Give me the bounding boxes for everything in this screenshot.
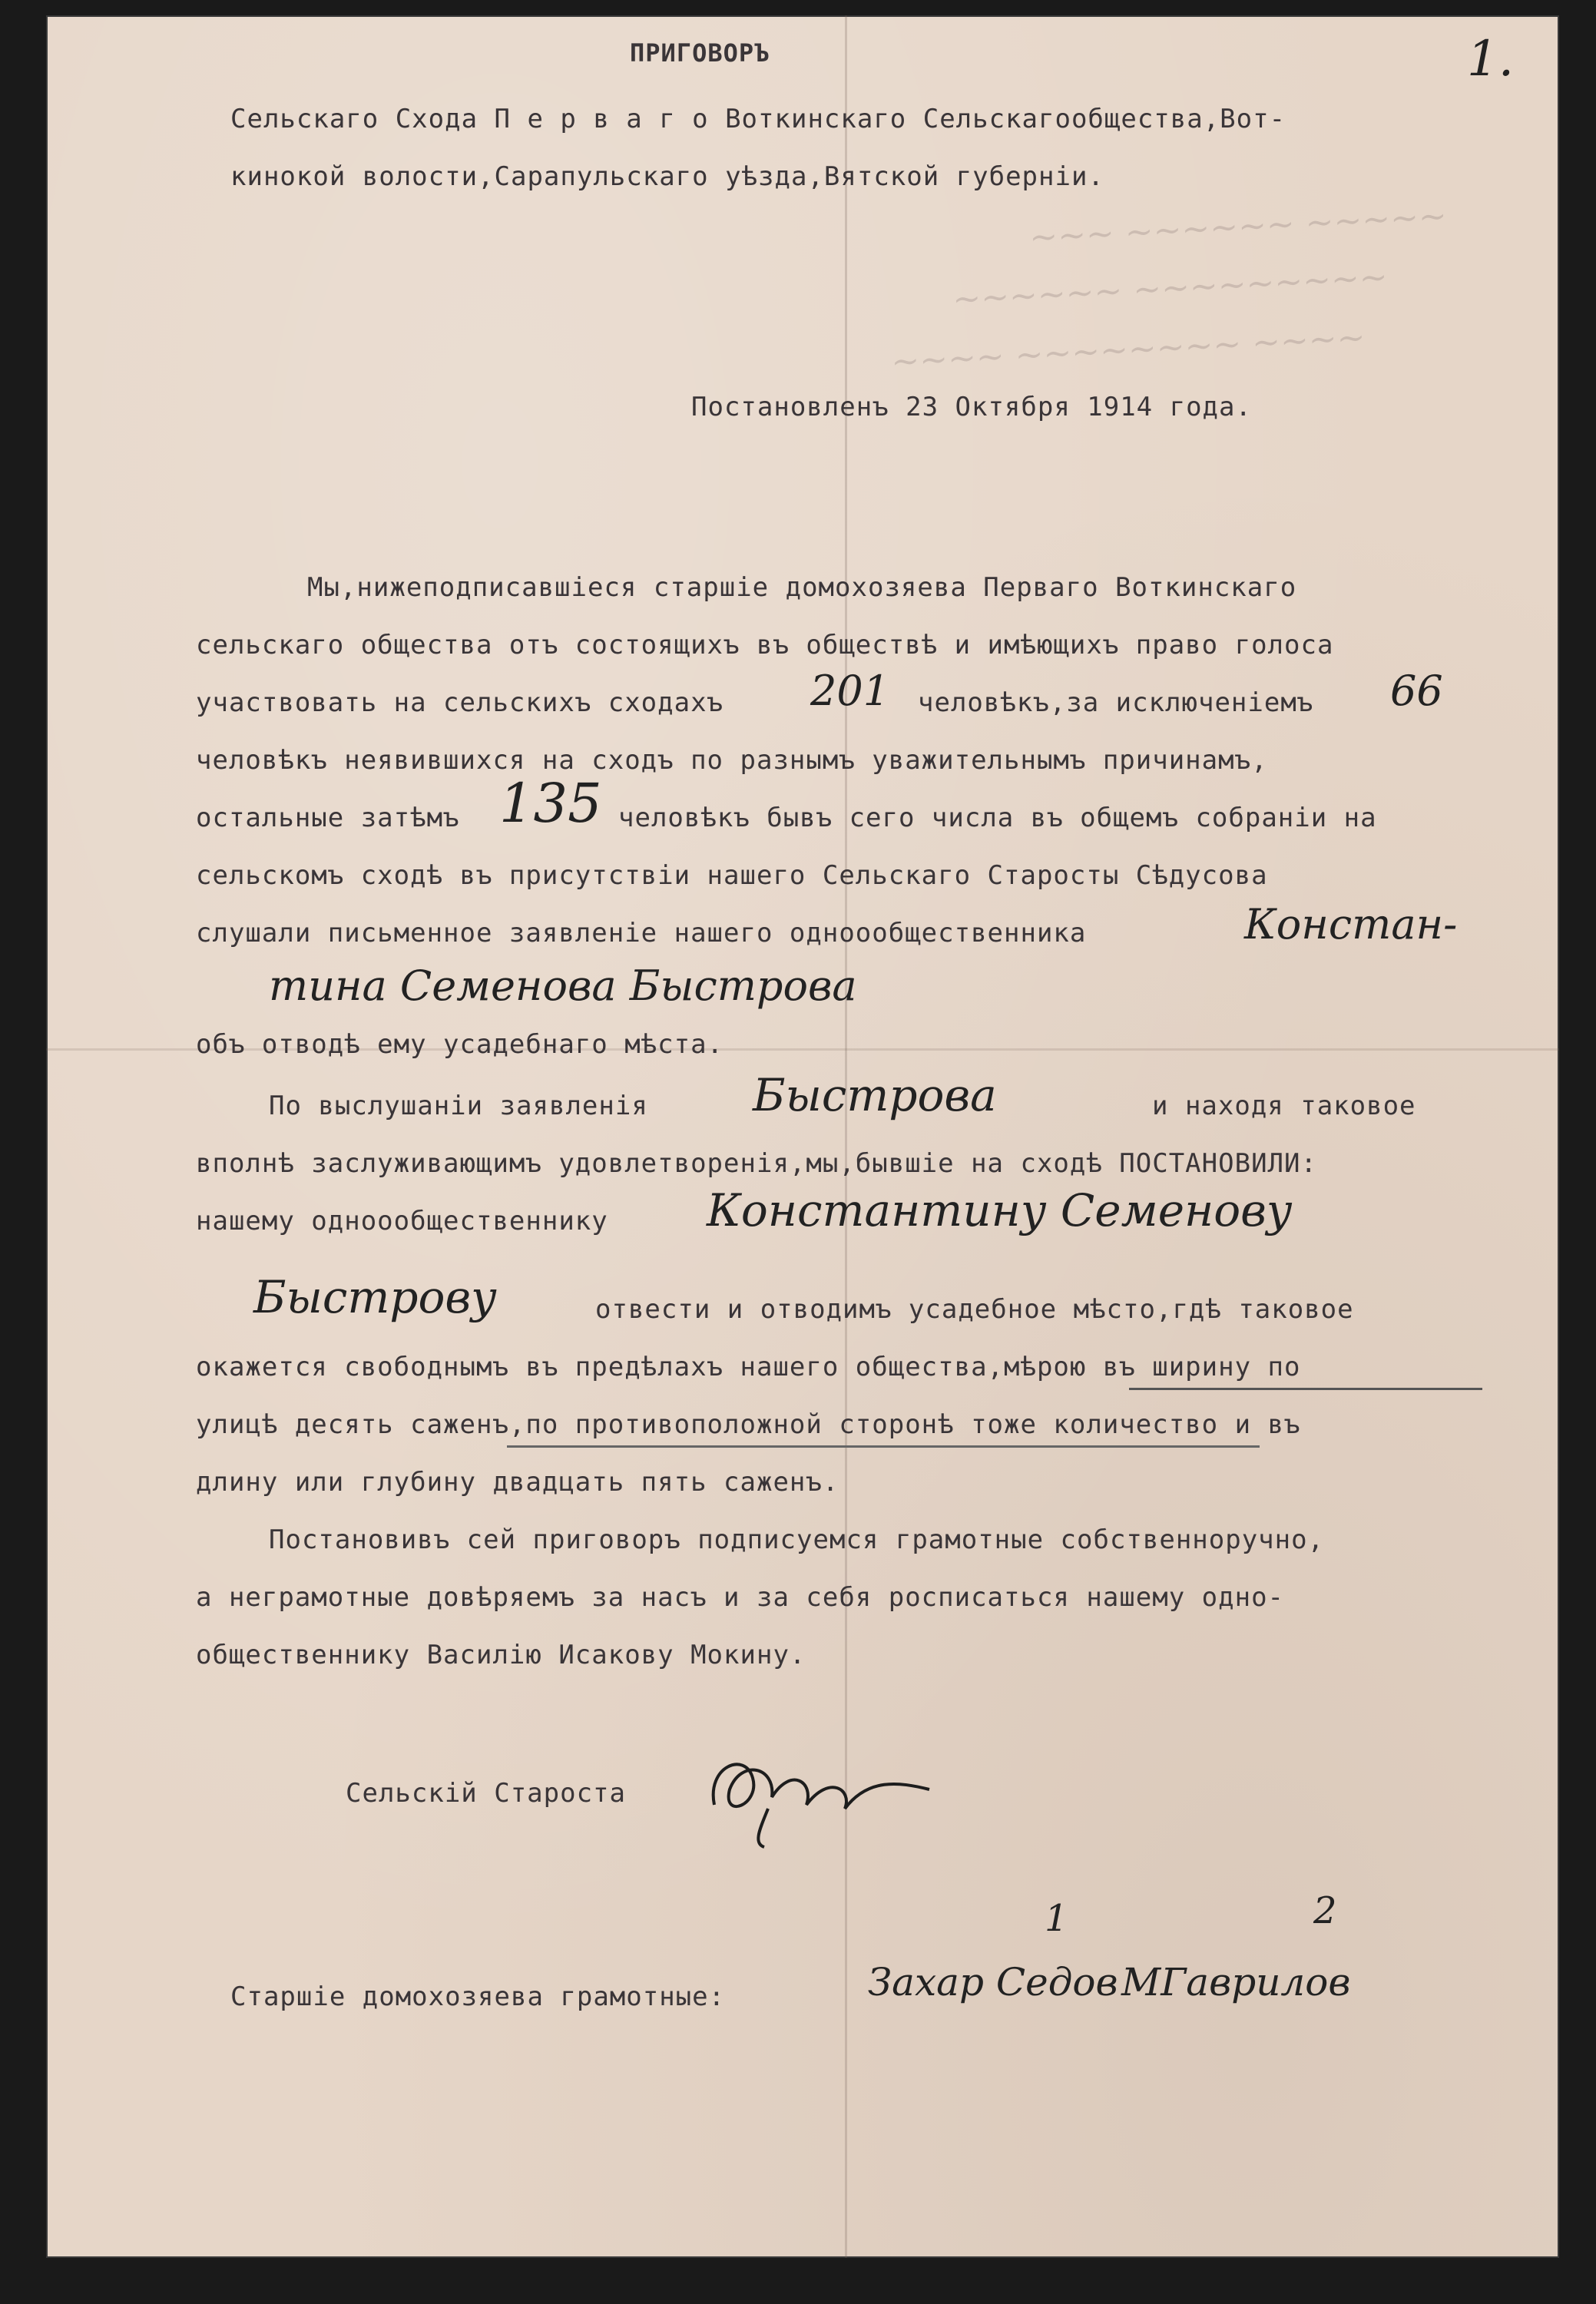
- body-line: человѣкъ неявившихся на сходъ по разнымъ уважительнымъ причинамъ,: [196, 745, 1268, 776]
- body-line: длину или глубину двадцать пять саженъ.: [196, 1467, 839, 1498]
- literate-label: Старшіе домохозяева грамотные:: [230, 1981, 726, 2012]
- bleed-through-text: ~~~~ ~~~~~~~~ ~~~~: [890, 317, 1366, 382]
- handwritten-name: Констан-: [1244, 900, 1458, 948]
- body-line: отвести и отводимъ усадебное мѣсто,гдѣ таковое: [595, 1294, 1354, 1325]
- literate-signature-1: Захар Седов: [868, 1960, 1118, 2004]
- bleed-through-text: ~~~ ~~~~~~ ~~~~~: [1028, 196, 1449, 258]
- signature-marker: 1: [1045, 1897, 1068, 1940]
- date-line: Постановленъ 23 Октября 1914 года.: [691, 392, 1252, 422]
- body-line: человѣкъ,за исключеніемъ: [918, 687, 1314, 718]
- body-line: окажется свободнымъ въ предѣлахъ нашего общества,мѣрою въ ширину по: [196, 1352, 1301, 1382]
- handwritten-name: тина Семенова Быстрова: [269, 962, 857, 1010]
- handwritten-name: Быстрову: [253, 1271, 497, 1323]
- fold-crease-vertical: [845, 15, 847, 2258]
- body-line: вполнѣ заслуживающимъ удовлетворенія,мы,бывшіе на сходѣ ПОСТАНОВИЛИ:: [196, 1148, 1317, 1179]
- pencil-underline: [507, 1445, 1260, 1448]
- body-line: По выслушаніи заявленія: [269, 1091, 648, 1121]
- handwritten-name: Быстрова: [753, 1069, 997, 1121]
- body-line: сельскаго общества отъ состоящихъ въ обществѣ и имѣющихъ право голоса: [196, 630, 1334, 660]
- page-number: 1.: [1467, 31, 1515, 88]
- body-line: общественнику Василію Исакову Мокину.: [196, 1640, 806, 1670]
- header-line-2: кинокой волости,Сарапульскаго уѣзда,Вятской губерніи.: [230, 161, 1104, 192]
- body-line: человѣкъ бывъ сего числа въ общемъ собраніи на: [618, 803, 1377, 833]
- pencil-underline: [1129, 1388, 1482, 1390]
- document-title: ПРИГОВОРЪ: [630, 38, 770, 68]
- body-line: сельскомъ сходѣ въ присутствіи нашего Сельскаго Старосты Сѣдусова: [196, 860, 1268, 891]
- body-line: Постановивъ сей приговоръ подписуемся грамотные собственноручно,: [269, 1524, 1325, 1555]
- body-line: участвовать на сельскихъ сходахъ: [196, 687, 724, 718]
- body-line: слушали письменное заявленіе нашего одноообщественника: [196, 918, 1087, 948]
- bleed-through-text: ~~~~~~ ~~~~~~~~~: [952, 257, 1389, 319]
- starosta-label: Сельскій Староста: [346, 1778, 626, 1809]
- body-line: остальные затѣмъ: [196, 803, 460, 833]
- handwritten-count-absent: 66: [1390, 667, 1443, 715]
- signature-marker: 2: [1313, 1889, 1337, 1932]
- body-line: нашему одноообщественнику: [196, 1206, 608, 1236]
- literate-signature-2: МГаврилов: [1121, 1960, 1351, 2004]
- document-sheet: [46, 15, 1559, 2258]
- starosta-signature: [699, 1736, 945, 1851]
- body-line: а неграмотные довѣряемъ за насъ и за себя росписаться нашему одно-: [196, 1582, 1285, 1613]
- body-line: Мы,нижеподписавшіеся старшіе домохозяева Перваго Воткинскаго: [307, 572, 1297, 603]
- body-line: объ отводѣ ему усадебнаго мѣста.: [196, 1029, 724, 1060]
- header-line-1: Сельскаго Схода П е р в а г о Воткинскаго Сельскагообщества,Вот-: [230, 104, 1286, 134]
- body-line: улицѣ десять саженъ,по противоположной сторонѣ тоже количество и въ: [196, 1409, 1301, 1440]
- handwritten-name: Константину Семенову: [707, 1184, 1293, 1236]
- handwritten-count-present: 135: [499, 772, 602, 835]
- handwritten-count-total: 201: [810, 667, 890, 715]
- body-line: и находя таковое: [1152, 1091, 1416, 1121]
